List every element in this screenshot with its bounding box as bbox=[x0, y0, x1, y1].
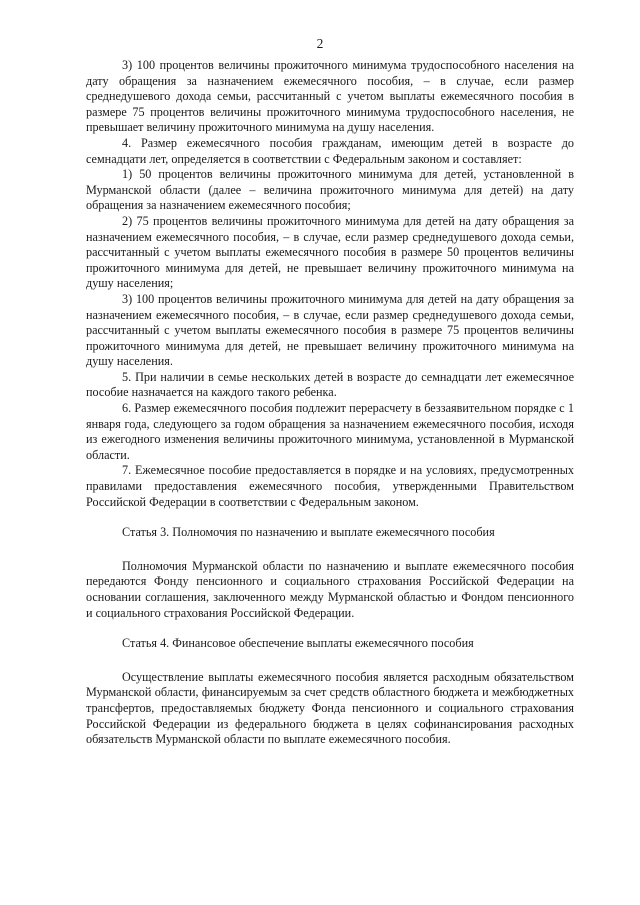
document-body bbox=[86, 58, 574, 748]
article-3-text: Полномочия Мурманской области по назначению и выплате ежемесячного пособия передаются Фонду пенсионного и социального страхования Российской Федерации на основании соглашения, заключенного между Мурманской областью и Фондом пенсионного и социального страхования Российской Федерации. bbox=[86, 558, 574, 620]
paragraph-item-6: 6. Размер ежемесячного пособия подлежит перерасчету в беззаявительном порядке с 1 января года, следующего за годом обращения за назначением ежемесячного пособия, исходя из ежегодного изменения величины прожиточного минимума, установленной в Мурманской области. bbox=[86, 401, 574, 462]
paragraph-subitem-2: 2) 75 процентов величины прожиточного минимума для детей на дату обращения за назначением ежемесячного пособия, – в случае, если размер среднедушевого дохода семьи, рассчитанный с учетом выплаты ежемесячного пособия в размере 50 процентов величины прожиточного минимума для детей, не превышает величину прожиточного минимума на душу населения; bbox=[86, 213, 574, 291]
paragraph-subitem-3: 3) 100 процентов величины прожиточного минимума для детей на дату обращения за назначением ежемесячного пособия, – в случае, если размер среднедушевого дохода семьи, рассчитанный с учетом выплаты ежемесячного пособия в размере 75 процентов величины прожиточного минимума для детей, не превышает величину прожиточного минимума на душу населения. bbox=[86, 291, 574, 369]
paragraph-item-4: 4. Размер ежемесячного пособия гражданам, имеющим детей в возрасте до семнадцати лет, определяется в соответствии с Федеральным законом и составляет: bbox=[86, 135, 574, 166]
article-4-text: Осуществление выплаты ежемесячного пособия является расходным обязательством Мурманской области, финансируемым за счет средств областного бюджета и межбюджетных трансфертов, предоставляемых бюджету Фонда пенсионного и социального страхования Российской Федерации из федерального бюджета в целях софинансирования расходных обязательств Мурманской области по выплате ежемесячного пособия. bbox=[86, 669, 574, 747]
page-number: 2 bbox=[316, 36, 324, 51]
article-3-heading: Статья 3. Полномочия по назначению и выплате ежемесячного пособия bbox=[122, 525, 495, 540]
paragraph-subitem-1: 1) 50 процентов величины прожиточного минимума для детей, установленной в Мурманской области (далее – величина прожиточного минимума для детей) на дату обращения за назначением ежемесячного пособия; bbox=[86, 167, 574, 213]
paragraph-item-5: 5. При наличии в семье нескольких детей в возрасте до семнадцати лет ежемесячное пособие назначается на каждого такого ребенка. bbox=[86, 369, 574, 400]
paragraph-item-7: 7. Ежемесячное пособие предоставляется в порядке и на условиях, предусмотренных правилами предоставления ежемесячного пособия, утвержденными Правительством Российской Федерации в соответствии с Федеральным законом. bbox=[86, 463, 574, 509]
paragraph-item-3-subsection: 3) 100 процентов величины прожиточного минимума трудоспособного населения на дату обращения за назначением ежемесячного пособия, – в случае, если размер среднедушевого дохода семьи, рассчитанный с учетом выплаты ежемесячного пособия в размере 75 процентов величины прожиточного минимума трудоспособного населения, не превышает величину прожиточного минимума на душу населения. bbox=[86, 58, 574, 135]
article-4-heading: Статья 4. Финансовое обеспечение выплаты ежемесячного пособия bbox=[122, 636, 474, 651]
